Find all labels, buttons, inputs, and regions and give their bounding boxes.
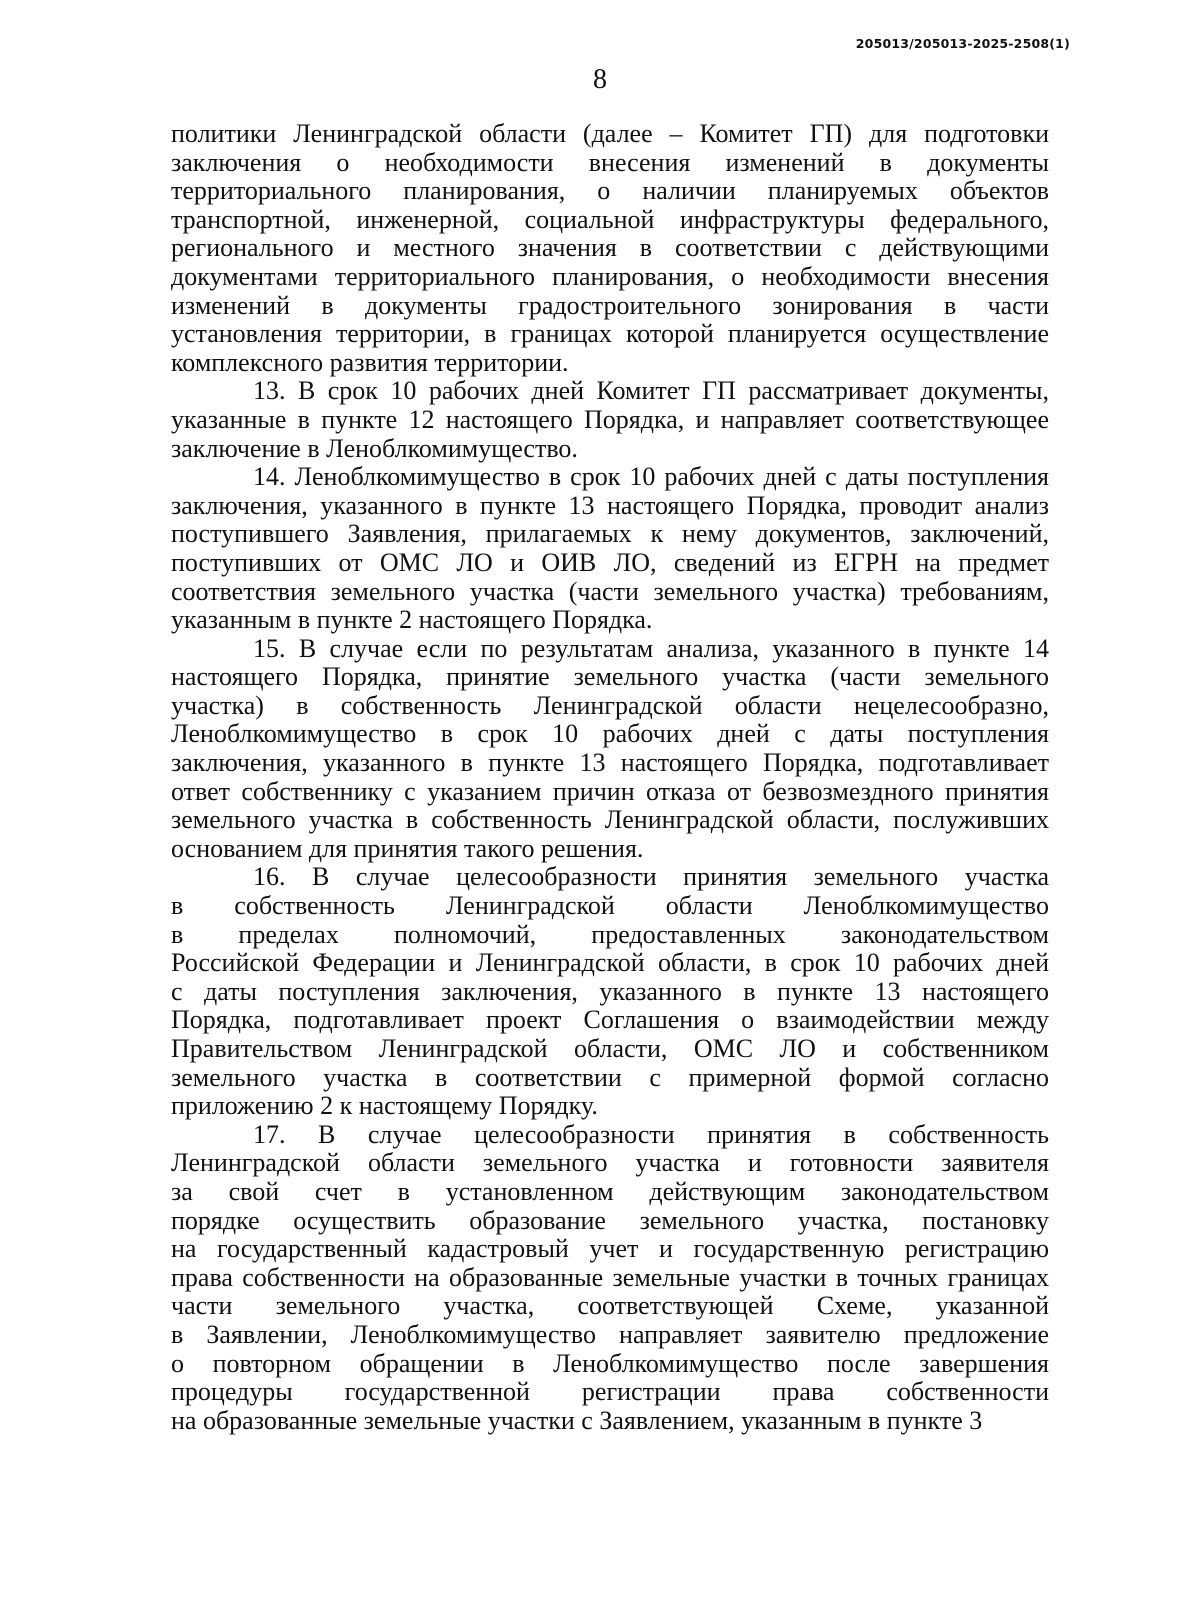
- paragraph: [171, 635, 1049, 864]
- text-line: заключение в Леноблкомимущество.: [171, 433, 578, 463]
- text-line: приложению 2 к настоящему Порядку.: [171, 1091, 598, 1121]
- document-body: [171, 120, 1049, 1435]
- paragraph: [171, 463, 1049, 635]
- text-line: о повторном обращении в Леноблкомимущество после завершения: [171, 1348, 1049, 1378]
- paragraph: [171, 377, 1049, 463]
- text-line: соответствия земельного участка (части земельного участка) требованиям,: [171, 576, 1049, 606]
- text-line: процедуры государственной регистрации права собственности: [171, 1377, 1049, 1407]
- text-line: части земельного участка, соответствующей Схеме, указанной: [171, 1291, 1049, 1321]
- text-line: заключения, указанного в пункте 13 настоящего Порядка, проводит анализ: [171, 490, 1049, 520]
- text-line: права собственности на образованные земельные участки в точных границах: [171, 1262, 1049, 1292]
- text-line: заключения, указанного в пункте 13 настоящего Порядка, подготавливает: [171, 748, 1049, 778]
- text-line: 16. В случае целесообразности принятия земельного участка: [253, 862, 1049, 892]
- text-line: в пределах полномочий, предоставленных законодательством: [171, 919, 1049, 949]
- text-line: 14. Леноблкомимущество в срок 10 рабочих дней с даты поступления: [253, 462, 1049, 492]
- paragraph: [171, 120, 1049, 377]
- text-line: ответ собственнику с указанием причин отказа от безвозмездного принятия: [171, 776, 1049, 806]
- text-line: порядке осуществить образование земельного участка, постановку: [171, 1205, 1049, 1235]
- text-line: Российской Федерации и Ленинградской области, в срок 10 рабочих дней: [171, 948, 1049, 978]
- text-line: на образованные земельные участки с Заявлением, указанным в пункте 3: [171, 1405, 983, 1435]
- text-line: в собственность Ленинградской области Леноблкомимущество: [171, 891, 1049, 921]
- text-line: на государственный кадастровый учет и государственную регистрацию: [171, 1234, 1049, 1264]
- text-line: Правительством Ленинградской области, ОМС ЛО и собственником: [171, 1034, 1049, 1063]
- text-line: транспортной, инженерной, социальной инфраструктуры федерального,: [171, 204, 1049, 234]
- text-line: участка) в собственность Ленинградской области нецелесообразно,: [171, 690, 1049, 720]
- text-line: в Заявлении, Леноблкомимущество направляет заявителю предложение: [171, 1319, 1049, 1349]
- text-line: с даты поступления заключения, указанного в пункте 13 настоящего: [171, 976, 1049, 1006]
- text-line: установления территории, в границах которой планируется осуществление: [171, 319, 1049, 349]
- text-line: указанным в пункте 2 настоящего Порядка.: [171, 605, 653, 635]
- text-line: политики Ленинградской области (далее – Комитет ГП) для подготовки: [171, 119, 1049, 148]
- text-line: поступившего Заявления, прилагаемых к нему документов, заключений,: [171, 519, 1049, 549]
- text-line: основанием для принятия такого решения.: [171, 833, 644, 863]
- text-line: Порядка, подготавливает проект Соглашения о взаимодействии между: [171, 1005, 1049, 1035]
- text-line: указанные в пункте 12 настоящего Порядка, и направляет соответствующее: [171, 404, 1049, 434]
- text-line: 17. В случае целесообразности принятия в собственность: [253, 1119, 1049, 1149]
- text-line: Леноблкомимущество в срок 10 рабочих дней с даты поступления: [171, 719, 1049, 749]
- paragraph: [171, 1121, 1049, 1436]
- text-line: земельного участка в соответствии с примерной формой согласно: [171, 1062, 1049, 1092]
- text-line: 15. В случае если по результатам анализа, указанного в пункте 14: [253, 633, 1049, 663]
- text-line: документами территориального планирования, о необходимости внесения: [171, 261, 1049, 291]
- text-line: заключения о необходимости внесения изменений в документы: [171, 147, 1049, 177]
- paragraph: [171, 863, 1049, 1120]
- page-number: 8: [593, 64, 607, 95]
- text-line: земельного участка в собственность Ленинградской области, послуживших: [171, 805, 1049, 835]
- text-line: поступивших от ОМС ЛО и ОИВ ЛО, сведений из ЕГРН на предмет: [171, 547, 1049, 577]
- text-line: территориального планирования, о наличии планируемых объектов: [171, 176, 1049, 206]
- text-line: за свой счет в установленном действующим законодательством: [171, 1176, 1049, 1206]
- document-id: 205013/205013-2025-2508(1): [855, 36, 1070, 51]
- text-line: изменений в документы градостроительного зонирования в части: [171, 290, 1049, 320]
- text-line: регионального и местного значения в соответствии с действующими: [171, 233, 1049, 263]
- text-line: комплексного развития территории.: [171, 347, 569, 377]
- text-line: Ленинградской области земельного участка и готовности заявителя: [171, 1148, 1049, 1178]
- text-line: настоящего Порядка, принятие земельного участка (части земельного: [171, 662, 1049, 692]
- text-line: 13. В срок 10 рабочих дней Комитет ГП рассматривает документы,: [253, 376, 1049, 406]
